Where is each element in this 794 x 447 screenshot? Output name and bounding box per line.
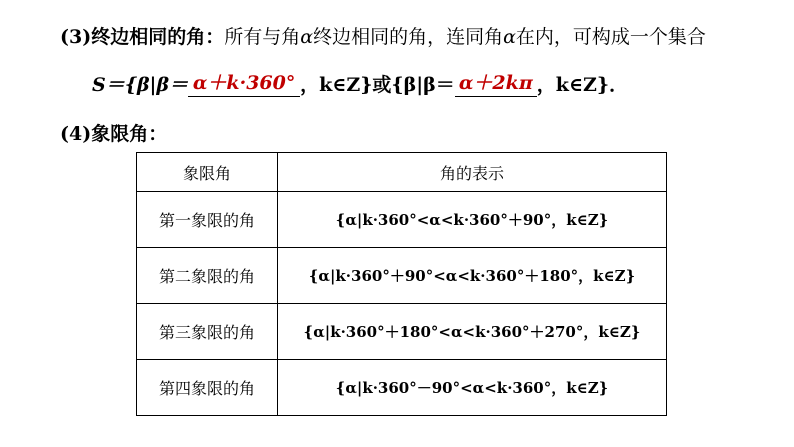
expression-cell: {α|k·360°＋90°<α<k·360°＋180°，k∈Z} xyxy=(278,248,667,304)
set-suffix: ，k∈Z}． xyxy=(536,74,629,96)
section3-line xyxy=(60,22,706,49)
set-prefix: S＝{β|β＝ xyxy=(92,74,189,96)
header-quadrant: 象限角 xyxy=(137,153,278,192)
section3-heading: (3)终边相同的角： xyxy=(60,26,225,48)
section4-heading: (4)象限角： xyxy=(60,123,168,145)
expression-cell: {α|k·360°<α<k·360°＋90°，k∈Z} xyxy=(278,192,667,248)
section3-text-b: 终边相同的角，连同角 xyxy=(313,26,504,48)
quadrant-cell: 第四象限的角 xyxy=(137,360,278,416)
answer-blank-2 xyxy=(455,74,537,97)
alpha-symbol-2: α xyxy=(503,26,516,48)
set-mid: ，k∈Z}或{β|β＝ xyxy=(300,74,455,96)
table-row xyxy=(137,360,667,416)
quadrant-cell: 第三象限的角 xyxy=(137,304,278,360)
expression-cell: {α|k·360°－90°<α<k·360°，k∈Z} xyxy=(278,360,667,416)
table-row xyxy=(137,304,667,360)
table-row xyxy=(137,248,667,304)
answer-blank-1 xyxy=(188,74,300,97)
set-definition-line xyxy=(92,70,628,97)
table-header-row xyxy=(137,153,667,192)
table-row xyxy=(137,192,667,248)
quadrant-angle-table xyxy=(136,152,667,416)
quadrant-cell: 第一象限的角 xyxy=(137,192,278,248)
answer-1: α＋k·360° xyxy=(192,72,296,94)
alpha-symbol: α xyxy=(300,26,314,48)
section3-text-c: 在内，可构成一个集合 xyxy=(515,26,706,48)
expression-cell: {α|k·360°＋180°<α<k·360°＋270°，k∈Z} xyxy=(278,304,667,360)
quadrant-cell: 第二象限的角 xyxy=(137,248,278,304)
header-representation: 角的表示 xyxy=(278,153,667,192)
answer-2: α＋2kπ xyxy=(458,72,533,94)
section3-text-a: 所有与角 xyxy=(224,26,301,48)
